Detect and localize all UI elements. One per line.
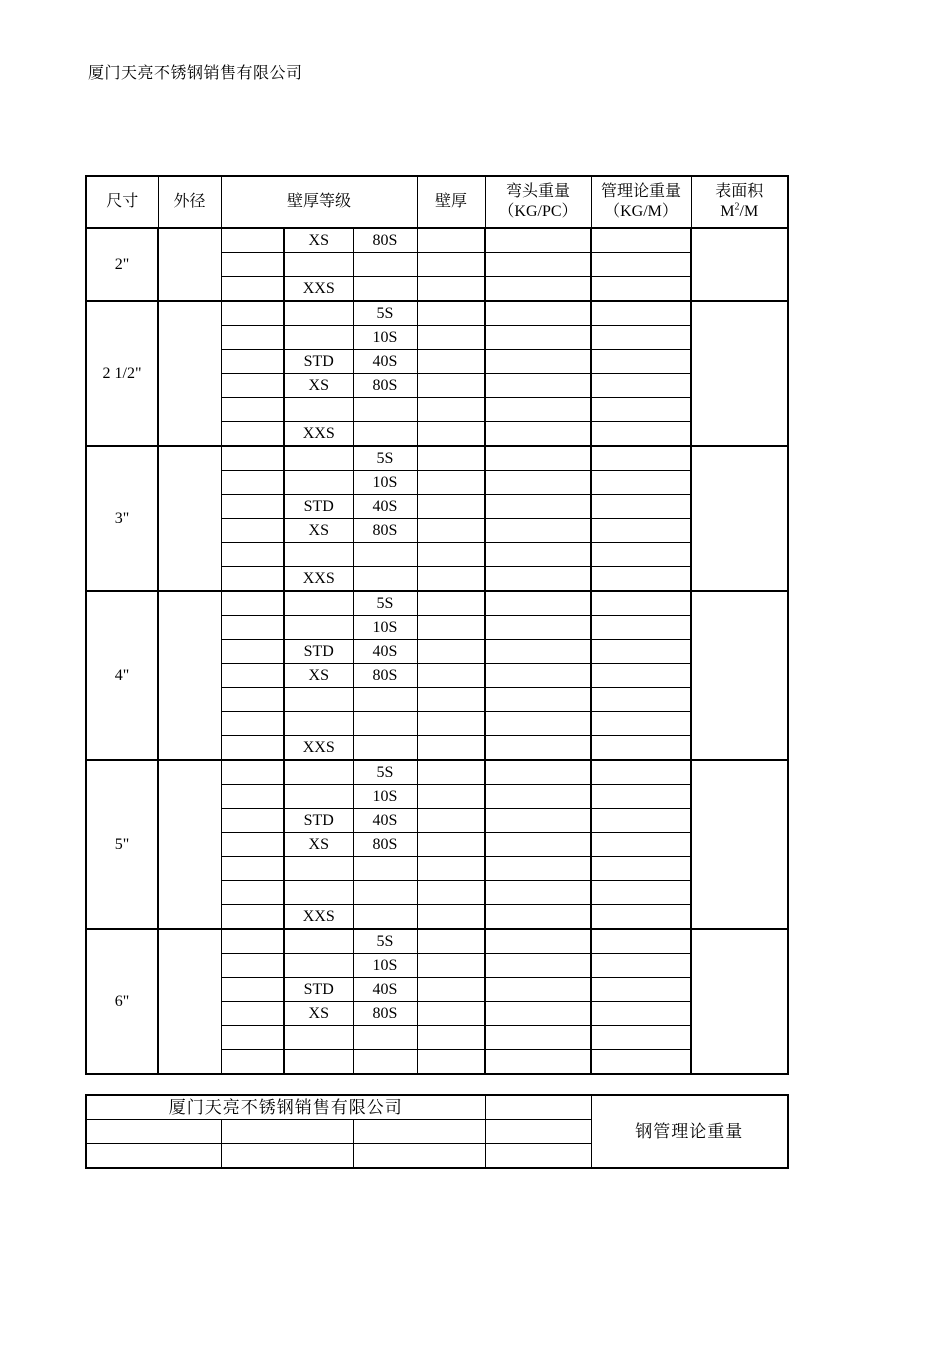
wall-thickness-cell [417, 326, 485, 350]
grade-schedule-cell: XS [284, 833, 353, 857]
grade-s-cell: 80S [353, 374, 417, 398]
table-row [86, 301, 788, 326]
grade-blank-cell [221, 301, 284, 326]
grade-schedule-cell: XXS [284, 422, 353, 447]
grade-blank-cell [221, 857, 284, 881]
wall-thickness-cell [417, 1026, 485, 1050]
pipe-weight-cell [591, 640, 691, 664]
grade-schedule-cell [284, 301, 353, 326]
size-label: 5" [86, 760, 158, 929]
elbow-weight-cell [485, 471, 591, 495]
pipe-weight-cell [591, 857, 691, 881]
grade-schedule-cell [284, 591, 353, 616]
header-size: 尺寸 [86, 176, 158, 228]
grade-s-cell: 5S [353, 591, 417, 616]
elbow-weight-cell [485, 929, 591, 954]
grade-schedule-cell: XXS [284, 567, 353, 592]
od-cell [158, 301, 221, 446]
wall-thickness-cell [417, 543, 485, 567]
grade-schedule-cell: XS [284, 519, 353, 543]
grade-schedule-cell [284, 881, 353, 905]
elbow-weight-cell [485, 857, 591, 881]
wall-thickness-cell [417, 567, 485, 592]
pipe-weight-table [85, 175, 789, 1075]
elbow-weight-cell [485, 422, 591, 447]
surface-area-cell [691, 301, 788, 446]
pipe-weight-cell [591, 688, 691, 712]
size-label: 4" [86, 591, 158, 760]
pipe-weight-cell [591, 253, 691, 277]
wall-thickness-cell [417, 422, 485, 447]
grade-blank-cell [221, 350, 284, 374]
wall-thickness-cell [417, 374, 485, 398]
pipe-weight-cell [591, 616, 691, 640]
header-row [86, 176, 788, 228]
pipe-weight-cell [591, 664, 691, 688]
grade-blank-cell [221, 1002, 284, 1026]
grade-schedule-cell: XS [284, 228, 353, 253]
wall-thickness-cell [417, 664, 485, 688]
size-label: 2" [86, 228, 158, 301]
elbow-weight-cell [485, 664, 591, 688]
elbow-weight-cell [485, 253, 591, 277]
wall-thickness-cell [417, 833, 485, 857]
wall-thickness-cell [417, 712, 485, 736]
pipe-weight-cell [591, 712, 691, 736]
grade-blank-cell [221, 785, 284, 809]
grade-s-cell: 10S [353, 326, 417, 350]
footer-cell [86, 1120, 221, 1144]
grade-blank-cell [221, 422, 284, 447]
grade-blank-cell [221, 881, 284, 905]
elbow-weight-cell [485, 543, 591, 567]
grade-blank-cell [221, 567, 284, 592]
elbow-weight-cell [485, 905, 591, 930]
grade-blank-cell [221, 398, 284, 422]
grade-s-cell [353, 736, 417, 761]
grade-schedule-cell [284, 712, 353, 736]
grade-schedule-cell [284, 688, 353, 712]
footer-doc-title: 钢管理论重量 [591, 1095, 788, 1168]
table-row [86, 591, 788, 616]
elbow-weight-cell [485, 301, 591, 326]
footer-cell [221, 1144, 353, 1169]
pipe-weight-cell [591, 519, 691, 543]
pipe-weight-cell [591, 760, 691, 785]
pipe-weight-cell [591, 350, 691, 374]
footer-company: 厦门天亮不锈钢销售有限公司 [86, 1095, 485, 1120]
grade-schedule-cell [284, 446, 353, 471]
pipe-weight-cell [591, 591, 691, 616]
elbow-weight-cell [485, 736, 591, 761]
wall-thickness-cell [417, 905, 485, 930]
pipe-weight-cell [591, 785, 691, 809]
elbow-weight-cell [485, 881, 591, 905]
grade-s-cell [353, 905, 417, 930]
grade-schedule-cell: STD [284, 978, 353, 1002]
grade-schedule-cell [284, 857, 353, 881]
pipe-weight-cell [591, 543, 691, 567]
wall-thickness-cell [417, 978, 485, 1002]
elbow-weight-cell [485, 712, 591, 736]
wall-thickness-cell [417, 398, 485, 422]
footer-cell [353, 1144, 485, 1169]
pipe-weight-cell [591, 228, 691, 253]
grade-blank-cell [221, 616, 284, 640]
wall-thickness-cell [417, 760, 485, 785]
grade-blank-cell [221, 929, 284, 954]
grade-schedule-cell [284, 543, 353, 567]
grade-blank-cell [221, 954, 284, 978]
elbow-weight-cell [485, 640, 591, 664]
od-cell [158, 591, 221, 760]
grade-schedule-cell: XXS [284, 736, 353, 761]
pipe-weight-cell [591, 471, 691, 495]
grade-schedule-cell: XS [284, 1002, 353, 1026]
grade-blank-cell [221, 664, 284, 688]
grade-s-cell [353, 543, 417, 567]
grade-schedule-cell [284, 471, 353, 495]
wall-thickness-cell [417, 1050, 485, 1075]
pipe-weight-cell [591, 954, 691, 978]
wall-thickness-cell [417, 640, 485, 664]
grade-schedule-cell [284, 326, 353, 350]
header-elbow-weight: 弯头重量 （KG/PC） [485, 176, 591, 228]
grade-blank-cell [221, 228, 284, 253]
grade-s-cell [353, 857, 417, 881]
elbow-weight-cell [485, 591, 591, 616]
grade-blank-cell [221, 1050, 284, 1075]
grade-blank-cell [221, 905, 284, 930]
wall-thickness-cell [417, 495, 485, 519]
wall-thickness-cell [417, 809, 485, 833]
table-row [86, 446, 788, 471]
header-od: 外径 [158, 176, 221, 228]
pipe-weight-cell [591, 446, 691, 471]
grade-schedule-cell: XS [284, 664, 353, 688]
grade-blank-cell [221, 688, 284, 712]
pipe-weight-cell [591, 881, 691, 905]
elbow-weight-cell [485, 519, 591, 543]
od-cell [158, 760, 221, 929]
grade-blank-cell [221, 277, 284, 302]
wall-thickness-cell [417, 736, 485, 761]
grade-s-cell: 10S [353, 471, 417, 495]
elbow-weight-cell [485, 688, 591, 712]
header-grade: 壁厚等级 [221, 176, 417, 228]
size-label: 3" [86, 446, 158, 591]
elbow-weight-cell [485, 326, 591, 350]
grade-s-cell [353, 688, 417, 712]
grade-s-cell [353, 277, 417, 302]
grade-schedule-cell: STD [284, 350, 353, 374]
grade-s-cell: 40S [353, 809, 417, 833]
grade-schedule-cell [284, 398, 353, 422]
wall-thickness-cell [417, 616, 485, 640]
footer-table [85, 1094, 789, 1169]
grade-schedule-cell: STD [284, 640, 353, 664]
grade-s-cell: 5S [353, 446, 417, 471]
grade-schedule-cell [284, 785, 353, 809]
grade-s-cell: 80S [353, 1002, 417, 1026]
grade-schedule-cell [284, 253, 353, 277]
grade-s-cell [353, 1050, 417, 1075]
elbow-weight-cell [485, 567, 591, 592]
elbow-weight-cell [485, 1050, 591, 1075]
grade-blank-cell [221, 495, 284, 519]
elbow-weight-cell [485, 398, 591, 422]
pipe-weight-cell [591, 277, 691, 302]
grade-blank-cell [221, 833, 284, 857]
footer-cell [485, 1120, 591, 1144]
elbow-weight-cell [485, 350, 591, 374]
elbow-weight-cell [485, 374, 591, 398]
pipe-weight-cell [591, 929, 691, 954]
grade-blank-cell [221, 543, 284, 567]
wall-thickness-cell [417, 954, 485, 978]
od-cell [158, 228, 221, 301]
elbow-weight-cell [485, 1002, 591, 1026]
pipe-weight-cell [591, 422, 691, 447]
grade-schedule-cell [284, 616, 353, 640]
wall-thickness-cell [417, 881, 485, 905]
surface-area-cell [691, 591, 788, 760]
grade-schedule-cell: XXS [284, 277, 353, 302]
header-pipe-weight: 管理论重量 （KG/M） [591, 176, 691, 228]
grade-s-cell: 80S [353, 833, 417, 857]
grade-schedule-cell: STD [284, 809, 353, 833]
grade-schedule-cell: STD [284, 495, 353, 519]
od-cell [158, 446, 221, 591]
wall-thickness-cell [417, 350, 485, 374]
grade-s-cell: 10S [353, 954, 417, 978]
grade-schedule-cell [284, 929, 353, 954]
table-row [86, 760, 788, 785]
wall-thickness-cell [417, 253, 485, 277]
size-label: 2 1/2" [86, 301, 158, 446]
grade-s-cell [353, 567, 417, 592]
grade-blank-cell [221, 1026, 284, 1050]
elbow-weight-cell [485, 616, 591, 640]
grade-s-cell: 40S [353, 978, 417, 1002]
pipe-weight-cell [591, 1050, 691, 1075]
wall-thickness-cell [417, 446, 485, 471]
elbow-weight-cell [485, 785, 591, 809]
footer-cell [86, 1144, 221, 1169]
elbow-weight-cell [485, 954, 591, 978]
elbow-weight-cell [485, 833, 591, 857]
table-row [86, 228, 788, 253]
pipe-weight-cell [591, 809, 691, 833]
pipe-weight-cell [591, 978, 691, 1002]
pipe-weight-cell [591, 736, 691, 761]
header-wall-thickness: 壁厚 [417, 176, 485, 228]
grade-s-cell: 80S [353, 664, 417, 688]
wall-thickness-cell [417, 228, 485, 253]
pipe-weight-cell [591, 398, 691, 422]
grade-s-cell: 80S [353, 228, 417, 253]
grade-blank-cell [221, 326, 284, 350]
grade-s-cell [353, 881, 417, 905]
grade-s-cell [353, 253, 417, 277]
wall-thickness-cell [417, 277, 485, 302]
grade-schedule-cell: XXS [284, 905, 353, 930]
wall-thickness-cell [417, 301, 485, 326]
grade-blank-cell [221, 374, 284, 398]
grade-s-cell: 10S [353, 785, 417, 809]
elbow-weight-cell [485, 446, 591, 471]
grade-s-cell: 40S [353, 640, 417, 664]
pipe-weight-cell [591, 326, 691, 350]
footer-cell [353, 1120, 485, 1144]
wall-thickness-cell [417, 857, 485, 881]
wall-thickness-cell [417, 688, 485, 712]
pipe-weight-cell [591, 1002, 691, 1026]
grade-s-cell [353, 712, 417, 736]
wall-thickness-cell [417, 785, 485, 809]
grade-s-cell [353, 1026, 417, 1050]
od-cell [158, 929, 221, 1074]
grade-blank-cell [221, 519, 284, 543]
grade-schedule-cell: XS [284, 374, 353, 398]
pipe-weight-cell [591, 567, 691, 592]
elbow-weight-cell [485, 809, 591, 833]
header-surface-area: 表面积 $M^2/M$ [691, 176, 788, 228]
footer-cell [485, 1144, 591, 1169]
grade-blank-cell [221, 760, 284, 785]
grade-s-cell: 5S [353, 760, 417, 785]
grade-blank-cell [221, 736, 284, 761]
grade-s-cell: 40S [353, 495, 417, 519]
grade-blank-cell [221, 640, 284, 664]
elbow-weight-cell [485, 978, 591, 1002]
pipe-weight-cell [591, 905, 691, 930]
grade-s-cell: 10S [353, 616, 417, 640]
wall-thickness-cell [417, 929, 485, 954]
grade-schedule-cell [284, 1026, 353, 1050]
elbow-weight-cell [485, 228, 591, 253]
wall-thickness-cell [417, 591, 485, 616]
grade-schedule-cell [284, 1050, 353, 1075]
grade-s-cell [353, 398, 417, 422]
surface-area-cell [691, 929, 788, 1074]
grade-s-cell [353, 422, 417, 447]
grade-blank-cell [221, 591, 284, 616]
pipe-weight-cell [591, 495, 691, 519]
pipe-weight-cell [591, 301, 691, 326]
grade-schedule-cell [284, 760, 353, 785]
elbow-weight-cell [485, 277, 591, 302]
wall-thickness-cell [417, 1002, 485, 1026]
grade-s-cell: 40S [353, 350, 417, 374]
pipe-weight-cell [591, 1026, 691, 1050]
grade-schedule-cell [284, 954, 353, 978]
surface-area-cell [691, 760, 788, 929]
surface-area-cell [691, 446, 788, 591]
wall-thickness-cell [417, 519, 485, 543]
grade-blank-cell [221, 712, 284, 736]
grade-s-cell: 80S [353, 519, 417, 543]
grade-blank-cell [221, 471, 284, 495]
elbow-weight-cell [485, 1026, 591, 1050]
footer-cell [485, 1095, 591, 1120]
grade-s-cell: 5S [353, 929, 417, 954]
surface-area-cell [691, 228, 788, 301]
grade-s-cell: 5S [353, 301, 417, 326]
grade-blank-cell [221, 809, 284, 833]
elbow-weight-cell [485, 495, 591, 519]
size-label: 6" [86, 929, 158, 1074]
grade-blank-cell [221, 978, 284, 1002]
pipe-weight-cell [591, 833, 691, 857]
pipe-weight-cell [591, 374, 691, 398]
wall-thickness-cell [417, 471, 485, 495]
grade-blank-cell [221, 446, 284, 471]
company-header: 厦门天亮不锈钢销售有限公司 [88, 65, 303, 82]
footer-cell [221, 1120, 353, 1144]
elbow-weight-cell [485, 760, 591, 785]
grade-blank-cell [221, 253, 284, 277]
table-row [86, 929, 788, 954]
